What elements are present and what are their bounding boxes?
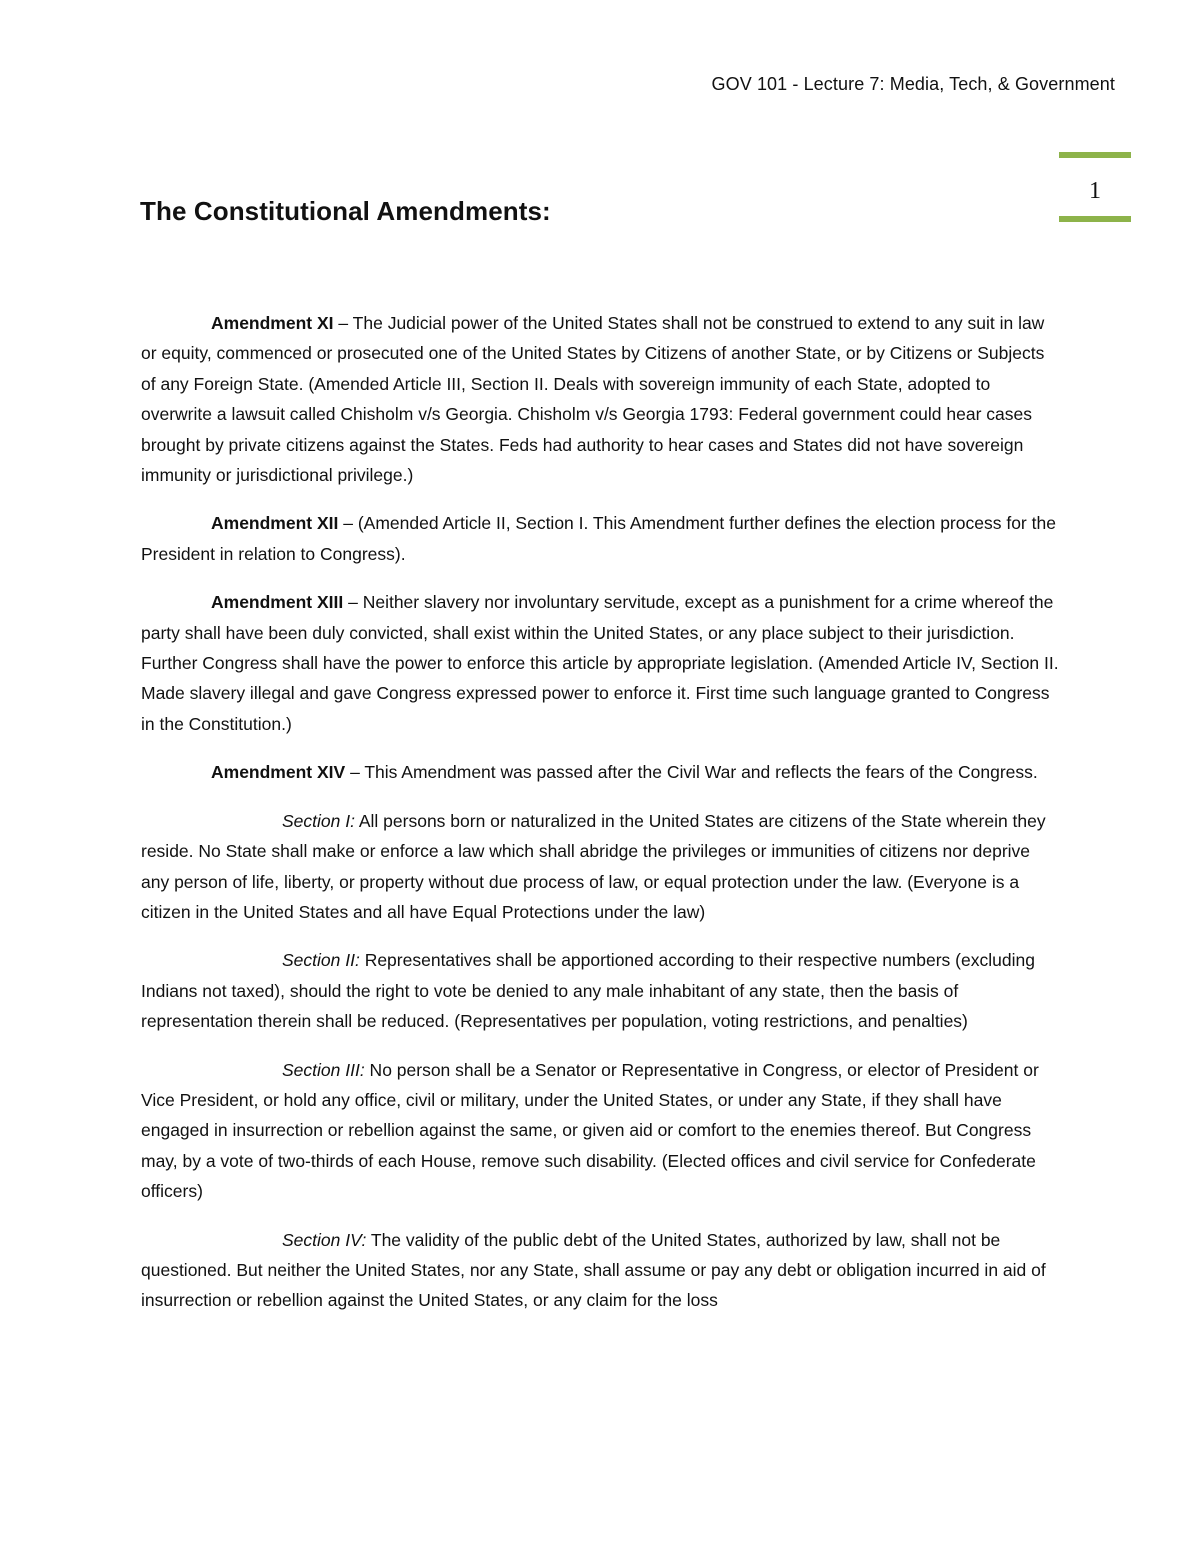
amendment-label: Amendment XI: [211, 313, 334, 333]
page-number-badge: [1059, 152, 1131, 224]
amendment-label: Amendment XIII: [211, 592, 344, 613]
page-number: 1: [1089, 178, 1101, 204]
section-iii-paragraph: [141, 1055, 1061, 1207]
section-label: Section II:: [282, 950, 360, 971]
page-badge-top-rule: [1059, 152, 1131, 158]
section-text: No person shall be a Senator or Representative in Congress, or elector of President or Vice President, or hold any office, civil or military, under the United States, or under any State, if they shall have engaged in insurrection or rebellion against the same, or given aid or comfort to the enemies thereof. But Congress may, by a vote of two-thirds of each House, remove such disability. (Elected offices and civil service for Confederate officers): [141, 1059, 1039, 1202]
amendment-text: – Neither slavery nor involuntary servitude, except as a punishment for a crime whereof the party shall have been duly convicted, shall exist within the United States, or any place subject to their jurisdiction. Further Congress shall have the power to enforce this article by appropriate legislation. (Amended Article IV, Section II. Made slavery illegal and gave Congress expressed power to enforce it. First time such language granted to Congress in the Constitution.): [141, 592, 1059, 734]
amendment-xii-paragraph: [141, 508, 1061, 569]
section-label: Section IV:: [282, 1229, 367, 1250]
section-text: The validity of the public debt of the United States, authorized by law, shall not be questioned. But neither the United States, nor any State, shall assume or pay any debt or obligation incurred in aid of insurrection or rebellion against the United States, or any claim for the loss: [141, 1229, 1046, 1311]
section-label: Section III:: [282, 1059, 365, 1080]
amendment-text: – The Judicial power of the United States shall not be construed to extend to any suit in law or equity, commenced or prosecuted one of the United States by Citizens of another State, or by Citizens or Subjects of any Foreign State. (Amended Article III, Section II. Deals with sovereign immunity of each State, adopted to overwrite a lawsuit called Chisholm v/s Georgia. Chisholm v/s Georgia 1793: Federal government could hear cases brought by private citizens against the States. Feds had authority to hear cases and States did not have sovereign immunity or jurisdictional privilege.): [141, 313, 1045, 486]
document-title: The Constitutional Amendments:: [140, 196, 551, 226]
section-label: Section I:: [282, 810, 355, 831]
section-ii-paragraph: [141, 945, 1061, 1036]
document-body: [141, 308, 1061, 1334]
amendment-text: – This Amendment was passed after the Civil War and reflects the fears of the Congress.: [345, 762, 1038, 783]
amendment-label: Amendment XIV: [211, 762, 346, 783]
amendment-xiv-paragraph: [141, 757, 1061, 787]
page-badge-bottom-rule: [1059, 216, 1131, 222]
amendment-xi-paragraph: [141, 308, 1061, 490]
amendment-xiii-paragraph: [141, 587, 1061, 739]
section-text: Representatives shall be apportioned according to their respective numbers (excluding Indians not taxed), should the right to vote be denied to any male inhabitant of any state, then the basis of representation therein shall be reduced. (Representatives per population, voting restrictions, and penalties): [141, 950, 1035, 1032]
amendment-text: – (Amended Article II, Section I. This Amendment further defines the election process for the President in relation to Congress).: [141, 513, 1056, 564]
section-text: All persons born or naturalized in the United States are citizens of the State wherein they reside. No State shall make or enforce a law which shall abridge the privileges or immunities of citizens nor deprive any person of life, liberty, or property without due process of law, or equal protection under the law. (Everyone is a citizen in the United States and all have Equal Protections under the law): [141, 810, 1046, 922]
amendment-label: Amendment XII: [211, 513, 339, 534]
section-iv-paragraph: [141, 1225, 1061, 1316]
running-header: GOV 101 - Lecture 7: Media, Tech, & Government: [711, 74, 1115, 94]
section-i-paragraph: [141, 806, 1061, 928]
